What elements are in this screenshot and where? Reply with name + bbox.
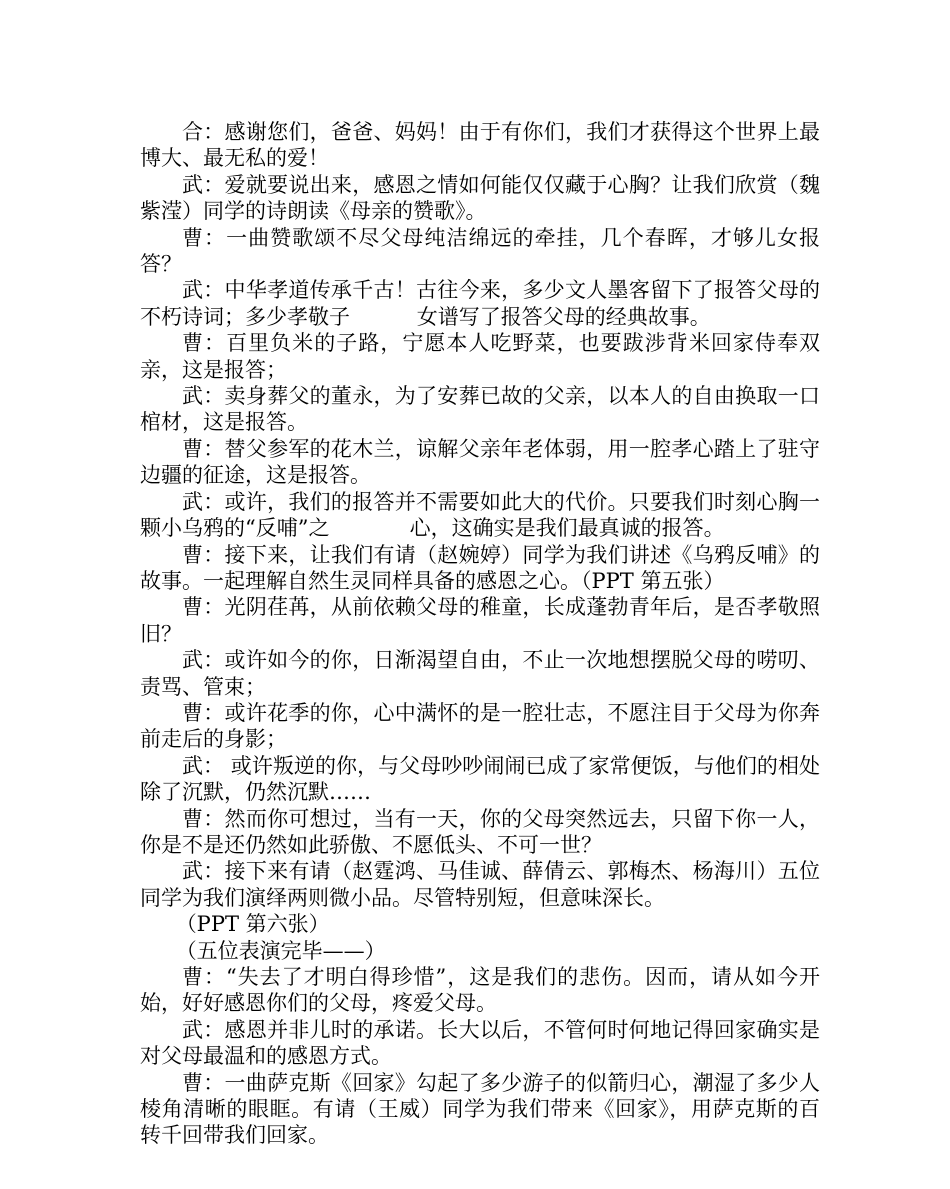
dialogue-paragraph: 武：接下来有请（赵霆鸿、马佳诚、薛倩云、郭梅杰、杨海川）五位同学为我们演绎两则微小品。尽管特别短，但意味深长。 [140, 859, 820, 910]
dialogue-paragraph: 曹：“失去了才明白得珍惜”，这是我们的悲伤。因而，请从如今开始，好好感恩你们的父母，疼爱父母。 [140, 965, 820, 1016]
dialogue-paragraph: 曹：替父参军的花木兰，谅解父亲年老体弱，用一腔孝心踏上了驻守边疆的征途，这是报答。 [140, 436, 820, 488]
dialogue-paragraph: 武：或许如今的你，日渐渴望自由，不止一次地想摆脱父母的唠叨、责骂、管束； [140, 648, 820, 699]
dialogue-paragraph: 武： 或许叛逆的你，与父母吵吵闹闹已成了家常便饭，与他们的相处除了沉默，仍然沉默…… [140, 753, 820, 805]
dialogue-paragraph: 曹：一曲萨克斯《回家》勾起了多少游子的似箭归心，潮湿了多少人棱角清晰的眼眶。有请（王威）同学为我们带来《回家》，用萨克斯的百转千回带我们回家。 [140, 1070, 820, 1148]
stage-direction: （PPT 第六张） [175, 912, 330, 937]
dialogue-paragraph: 武：感恩并非儿时的承诺。长大以后，不管何时何地记得回家确实是对父母最温和的感恩方式。 [140, 1017, 820, 1069]
dialogue-paragraph: 武：中华孝道传承千古！古往今来，多少文人墨客留下了报答父母的不朽诗词；多少孝敬子 女谱写了报答父母的经典故事。 [140, 278, 820, 329]
stage-direction: （五位表演完毕——） [175, 938, 386, 963]
dialogue-paragraph: 曹：百里负米的子路，宁愿本人吃野菜，也要跋涉背米回家侍奉双亲，这是报答； [140, 331, 820, 382]
dialogue-paragraph: 合：感谢您们，爸爸、妈妈！由于有你们，我们才获得这个世界上最博大、最无私的爱！ [140, 120, 820, 171]
dialogue-paragraph: 曹：或许花季的你，心中满怀的是一腔壮志，不愿注目于父母为你奔前走后的身影； [140, 700, 820, 752]
dialogue-paragraph: 武：爱就要说出来，感恩之情如何能仅仅藏于心胸？让我们欣赏（魏紫滢）同学的诗朗读《母亲的赞歌》。 [140, 172, 820, 224]
dialogue-paragraph: 曹：一曲赞歌颂不尽父母纯洁绵远的牵挂，几个春晖，才够儿女报答？ [140, 225, 820, 277]
dialogue-paragraph: 武：或许，我们的报答并不需要如此大的代价。只要我们时刻心胸一颗小乌鸦的“反哺”之 心，这确实是我们最真诚的报答。 [140, 489, 820, 541]
document-body [140, 119, 820, 1149]
dialogue-paragraph: 曹：光阴荏苒，从前依赖父母的稚童，长成蓬勃青年后，是否孝敬照旧？ [140, 595, 820, 646]
dialogue-paragraph: 武：卖身葬父的董永，为了安葬已故的父亲，以本人的自由换取一口棺材，这是报答。 [140, 384, 820, 435]
dialogue-paragraph: 曹：接下来，让我们有请（赵婉婷）同学为我们讲述《乌鸦反哺》的故事。一起理解自然生灵同样具备的感恩之心。（PPT 第五张） [140, 542, 820, 593]
dialogue-paragraph: 曹：然而你可想过，当有一天，你的父母突然远去，只留下你一人，你是不是还仍然如此骄傲、不愿低头、不可一世？ [140, 806, 820, 857]
